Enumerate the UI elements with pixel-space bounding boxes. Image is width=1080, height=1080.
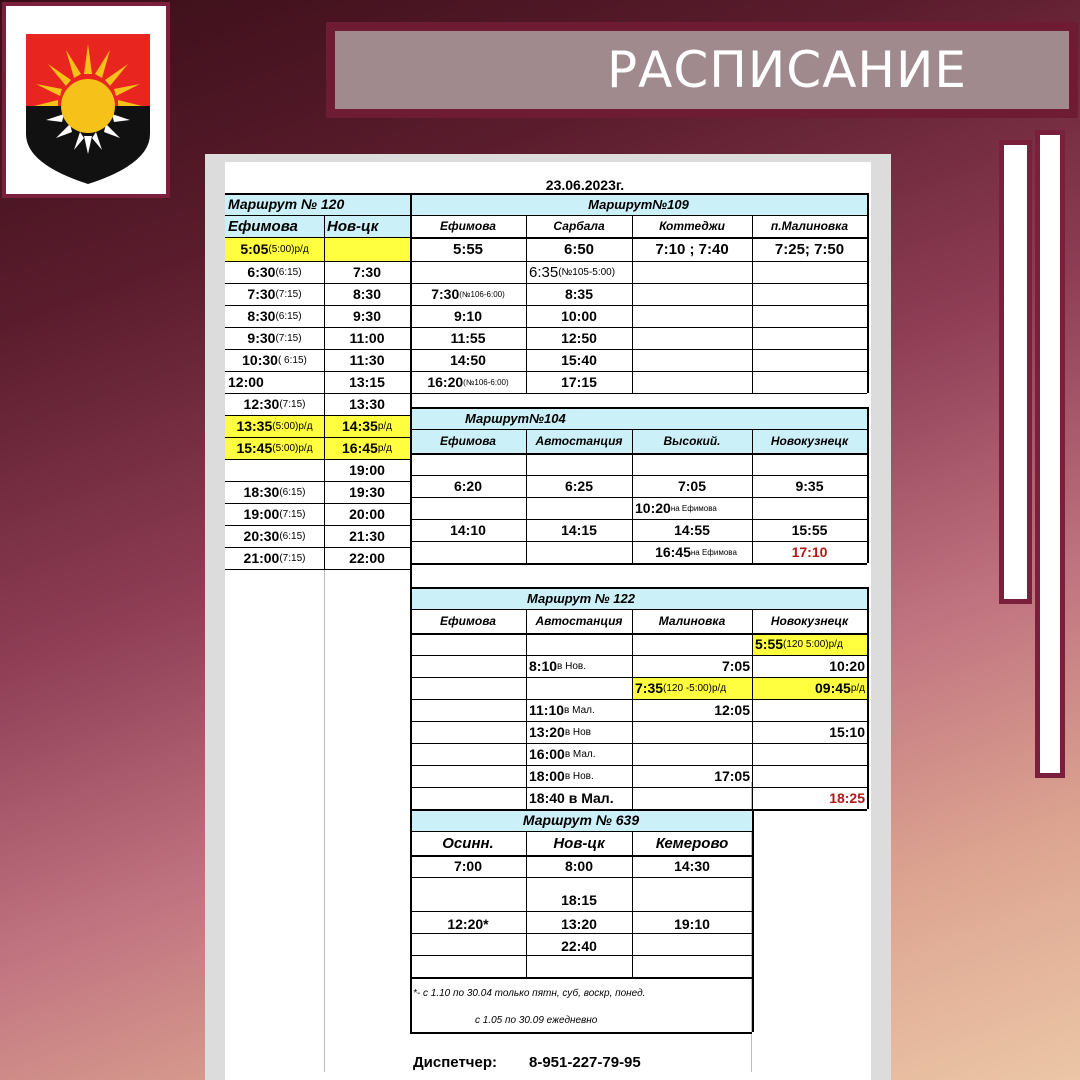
route-639-title: Маршрут № 639 (410, 809, 752, 831)
schedule-document (205, 154, 891, 1080)
route-120-efimova-time: 12:30 (7:15) (243, 396, 306, 412)
route-639-time: 18:15 (561, 892, 597, 908)
route-122-novokuznetsk-last: 18:25 (829, 790, 865, 806)
route-120-efimova-time: 10:30 ( 6:15) (242, 352, 307, 368)
route-120-novck-time: 20:00 (349, 506, 385, 522)
route-109-efimova-time: 9:10 (453, 308, 483, 324)
route-122-novokuznetsk-1: 5:55 (120 5:00)р/д (752, 633, 867, 655)
route-122-col-malinovka: Малиновка (658, 614, 726, 628)
route-639-time: 14:30 (674, 858, 710, 874)
route-120-efimova-time: 18:30 (6:15) (243, 484, 306, 500)
route-639-note-2: с 1.05 по 30.09 ежедневно (475, 1015, 598, 1026)
route-639-time (632, 935, 752, 957)
route-104-col-novokuznetsk: Новокузнецк (752, 429, 867, 453)
route-109-col-efimova: Ефимова (440, 219, 496, 233)
route-120-efimova-time: 8:30 (6:15) (247, 308, 302, 324)
route-122-col-efimova: Ефимова (440, 614, 496, 628)
route-104-row1-autostation: 6:25 (564, 478, 594, 494)
route-120-efimova-time: 9:30 (7:15) (247, 330, 302, 346)
route-109-efimova-time: 11:55 (450, 330, 486, 346)
route-109-title: Маршрут№109 (410, 193, 867, 215)
route-104-row4-novokuznetsk: 17:10 (791, 544, 828, 560)
route-120-title: Маршрут № 120 (225, 193, 410, 215)
schedule-sheet (225, 162, 871, 1080)
route-120-novck-time: 9:30 (352, 308, 382, 324)
route-120-efimova-time: 20:30 (6:15) (243, 528, 306, 544)
route-120-novck-time: 22:00 (349, 550, 385, 566)
route-122-col-novokuznetsk: Новокузнецк (770, 614, 849, 628)
dispatcher-label: Диспетчер: (413, 1053, 498, 1071)
route-122-malinovka-2: 12:05 (714, 702, 750, 718)
route-109-sarbala-first: 6:50 (563, 240, 595, 258)
page-title: РАСПИСАНИЕ (607, 41, 967, 99)
route-104-row1-novokuznetsk: 9:35 (795, 478, 824, 494)
route-109-sarbala-time: 15:40 (561, 352, 597, 368)
route-120-col-novck: Нов-цк (324, 215, 410, 237)
route-109-efimova-time: 14:50 (450, 352, 486, 368)
route-120-novck-time (324, 237, 410, 261)
route-122-novokuznetsk-3: 15:10 (829, 724, 865, 740)
route-120-efimova-time: 12:00 (228, 374, 264, 390)
route-120-novck-time: 21:30 (349, 528, 385, 544)
route-639-col-osinn: Осинн. (442, 834, 494, 852)
city-coat-of-arms-icon (26, 34, 150, 184)
route-104-row3-vysokiy: 14:55 (674, 522, 710, 538)
route-122-malinovka-1: 7:05 (721, 658, 750, 674)
route-120-novck-time: 8:30 (352, 286, 382, 302)
route-104-row1-vysokiy: 7:05 (677, 478, 707, 494)
route-122-malinovka-yellow: 7:35 (120 -5:00)р/д (632, 677, 752, 699)
route-109-efimova-time: 7:30 (№106-6:00) (431, 286, 505, 302)
route-109-sarbala-time: 8:35 (564, 286, 594, 302)
route-109-col-sarbala: Сарбала (553, 219, 605, 233)
route-122-autostation-time: 18:00 в Нов. (529, 768, 594, 784)
route-109-sarbala-time: 10:00 (561, 308, 597, 324)
route-639-time: 19:10 (674, 916, 710, 932)
route-122-autostation-last: 18:40 в Мал. (529, 790, 614, 806)
dispatcher-phone: 8-951-227-79-95 (529, 1053, 641, 1071)
route-109-sarbala-time: 17:15 (561, 374, 597, 390)
route-120-efimova-time: 13:35 (5:00)р/д (225, 415, 324, 437)
route-639-time (410, 889, 526, 911)
route-104-row3-autostation: 14:15 (561, 522, 597, 538)
route-120-efimova-time: 7:30 (7:15) (247, 286, 302, 302)
title-band (326, 22, 1078, 118)
route-639-time (410, 935, 526, 957)
route-109-efimova-first: 5:55 (452, 240, 484, 258)
route-104-row1-efimova: 6:20 (453, 478, 483, 494)
route-120-efimova-time: 15:45 (5:00)р/д (225, 437, 324, 459)
route-120-novck-time: 11:30 (349, 352, 385, 368)
route-639-time (632, 889, 752, 911)
route-120-efimova-time: 6:30 (6:15) (247, 264, 302, 280)
route-104-col-efimova: Ефимова (410, 429, 526, 453)
route-109-sarbala-2: 6:35 (№105-5:00) (529, 263, 616, 281)
route-109-sarbala-time: 12:50 (561, 330, 597, 346)
route-109-cottages-first: 7:10 ; 7:40 (655, 240, 729, 258)
route-122-title: Маршрут № 122 (410, 587, 752, 609)
route-639-time: 7:00 (453, 858, 483, 874)
route-639-col-kemerovo: Кемерово (655, 834, 729, 852)
route-122-col-autostation: Автостанция (535, 614, 623, 628)
route-122-novokuznetsk-2: 10:20 (829, 658, 865, 674)
route-104-row3-efimova: 14:10 (450, 522, 486, 538)
route-639-time: 8:00 (564, 858, 594, 874)
route-120-novck-time: 11:00 (349, 330, 385, 346)
route-104-col-vysokiy: Высокий. (632, 429, 752, 453)
route-120-novck-time: 19:00 (349, 462, 385, 478)
route-120-novck-time: 16:45 р/д (324, 437, 410, 459)
route-104-row4-vysokiy: 16:45 на Ефимова (655, 544, 737, 560)
route-120-novck-time: 14:35 р/д (324, 415, 410, 437)
route-109-col-malinovka: п.Малиновка (770, 219, 849, 233)
route-639-time: 22:40 (561, 938, 597, 954)
route-122-title-pad (752, 587, 867, 609)
route-104-title: Маршрут№104 (410, 407, 867, 429)
route-639-col-novck: Нов-цк (553, 834, 605, 852)
route-122-autostation-time: 8:10 в Нов. (529, 658, 586, 674)
emblem-frame (2, 2, 170, 198)
route-120-novck-time: 13:15 (349, 374, 385, 390)
route-104-row3-novokuznetsk: 15:55 (791, 522, 828, 538)
route-120-efimova-time: 5:05 (5:00)р/д (225, 237, 324, 261)
route-639-note-1: *- с 1.10 по 30.04 только пятн, суб, воскр, понед. (413, 988, 646, 999)
route-122-autostation-time: 13:20 в Нов (529, 724, 591, 740)
route-109-efimova-time: 16:20 (№106-6:00) (427, 374, 509, 390)
route-120-col-efimova: Ефимова (225, 215, 324, 237)
route-109-malinovka-first: 7:25; 7:50 (774, 240, 845, 258)
route-122-autostation-time: 11:10 в Мал. (529, 702, 595, 718)
route-109-col-cottages: Коттеджи (659, 219, 725, 233)
route-120-novck-time: 7:30 (352, 264, 382, 280)
route-120-efimova-time: 19:00 (7:15) (243, 506, 306, 522)
route-120-efimova-time: 21:00 (7:15) (243, 550, 306, 566)
schedule-date: 23.06.2023г. (545, 177, 625, 193)
route-120-efimova-time (225, 459, 324, 481)
route-122-novokuznetsk-yellow: 09:45 р/д (752, 677, 867, 699)
route-122-autostation-time: 16:00 в Мал. (529, 746, 596, 762)
route-639-time: 13:20 (561, 916, 597, 932)
decor-bar-left (999, 140, 1032, 604)
route-120-novck-time: 19:30 (349, 484, 385, 500)
decor-bar-right (1035, 130, 1065, 778)
route-639-time: 12:20* (447, 916, 489, 932)
route-120-novck-time: 13:30 (349, 396, 385, 412)
route-122-malinovka-3: 17:05 (714, 768, 750, 784)
route-104-col-autostation: Автостанция (526, 429, 632, 453)
route-104-row2-vysokiy: 10:20 на Ефимова (635, 500, 717, 516)
